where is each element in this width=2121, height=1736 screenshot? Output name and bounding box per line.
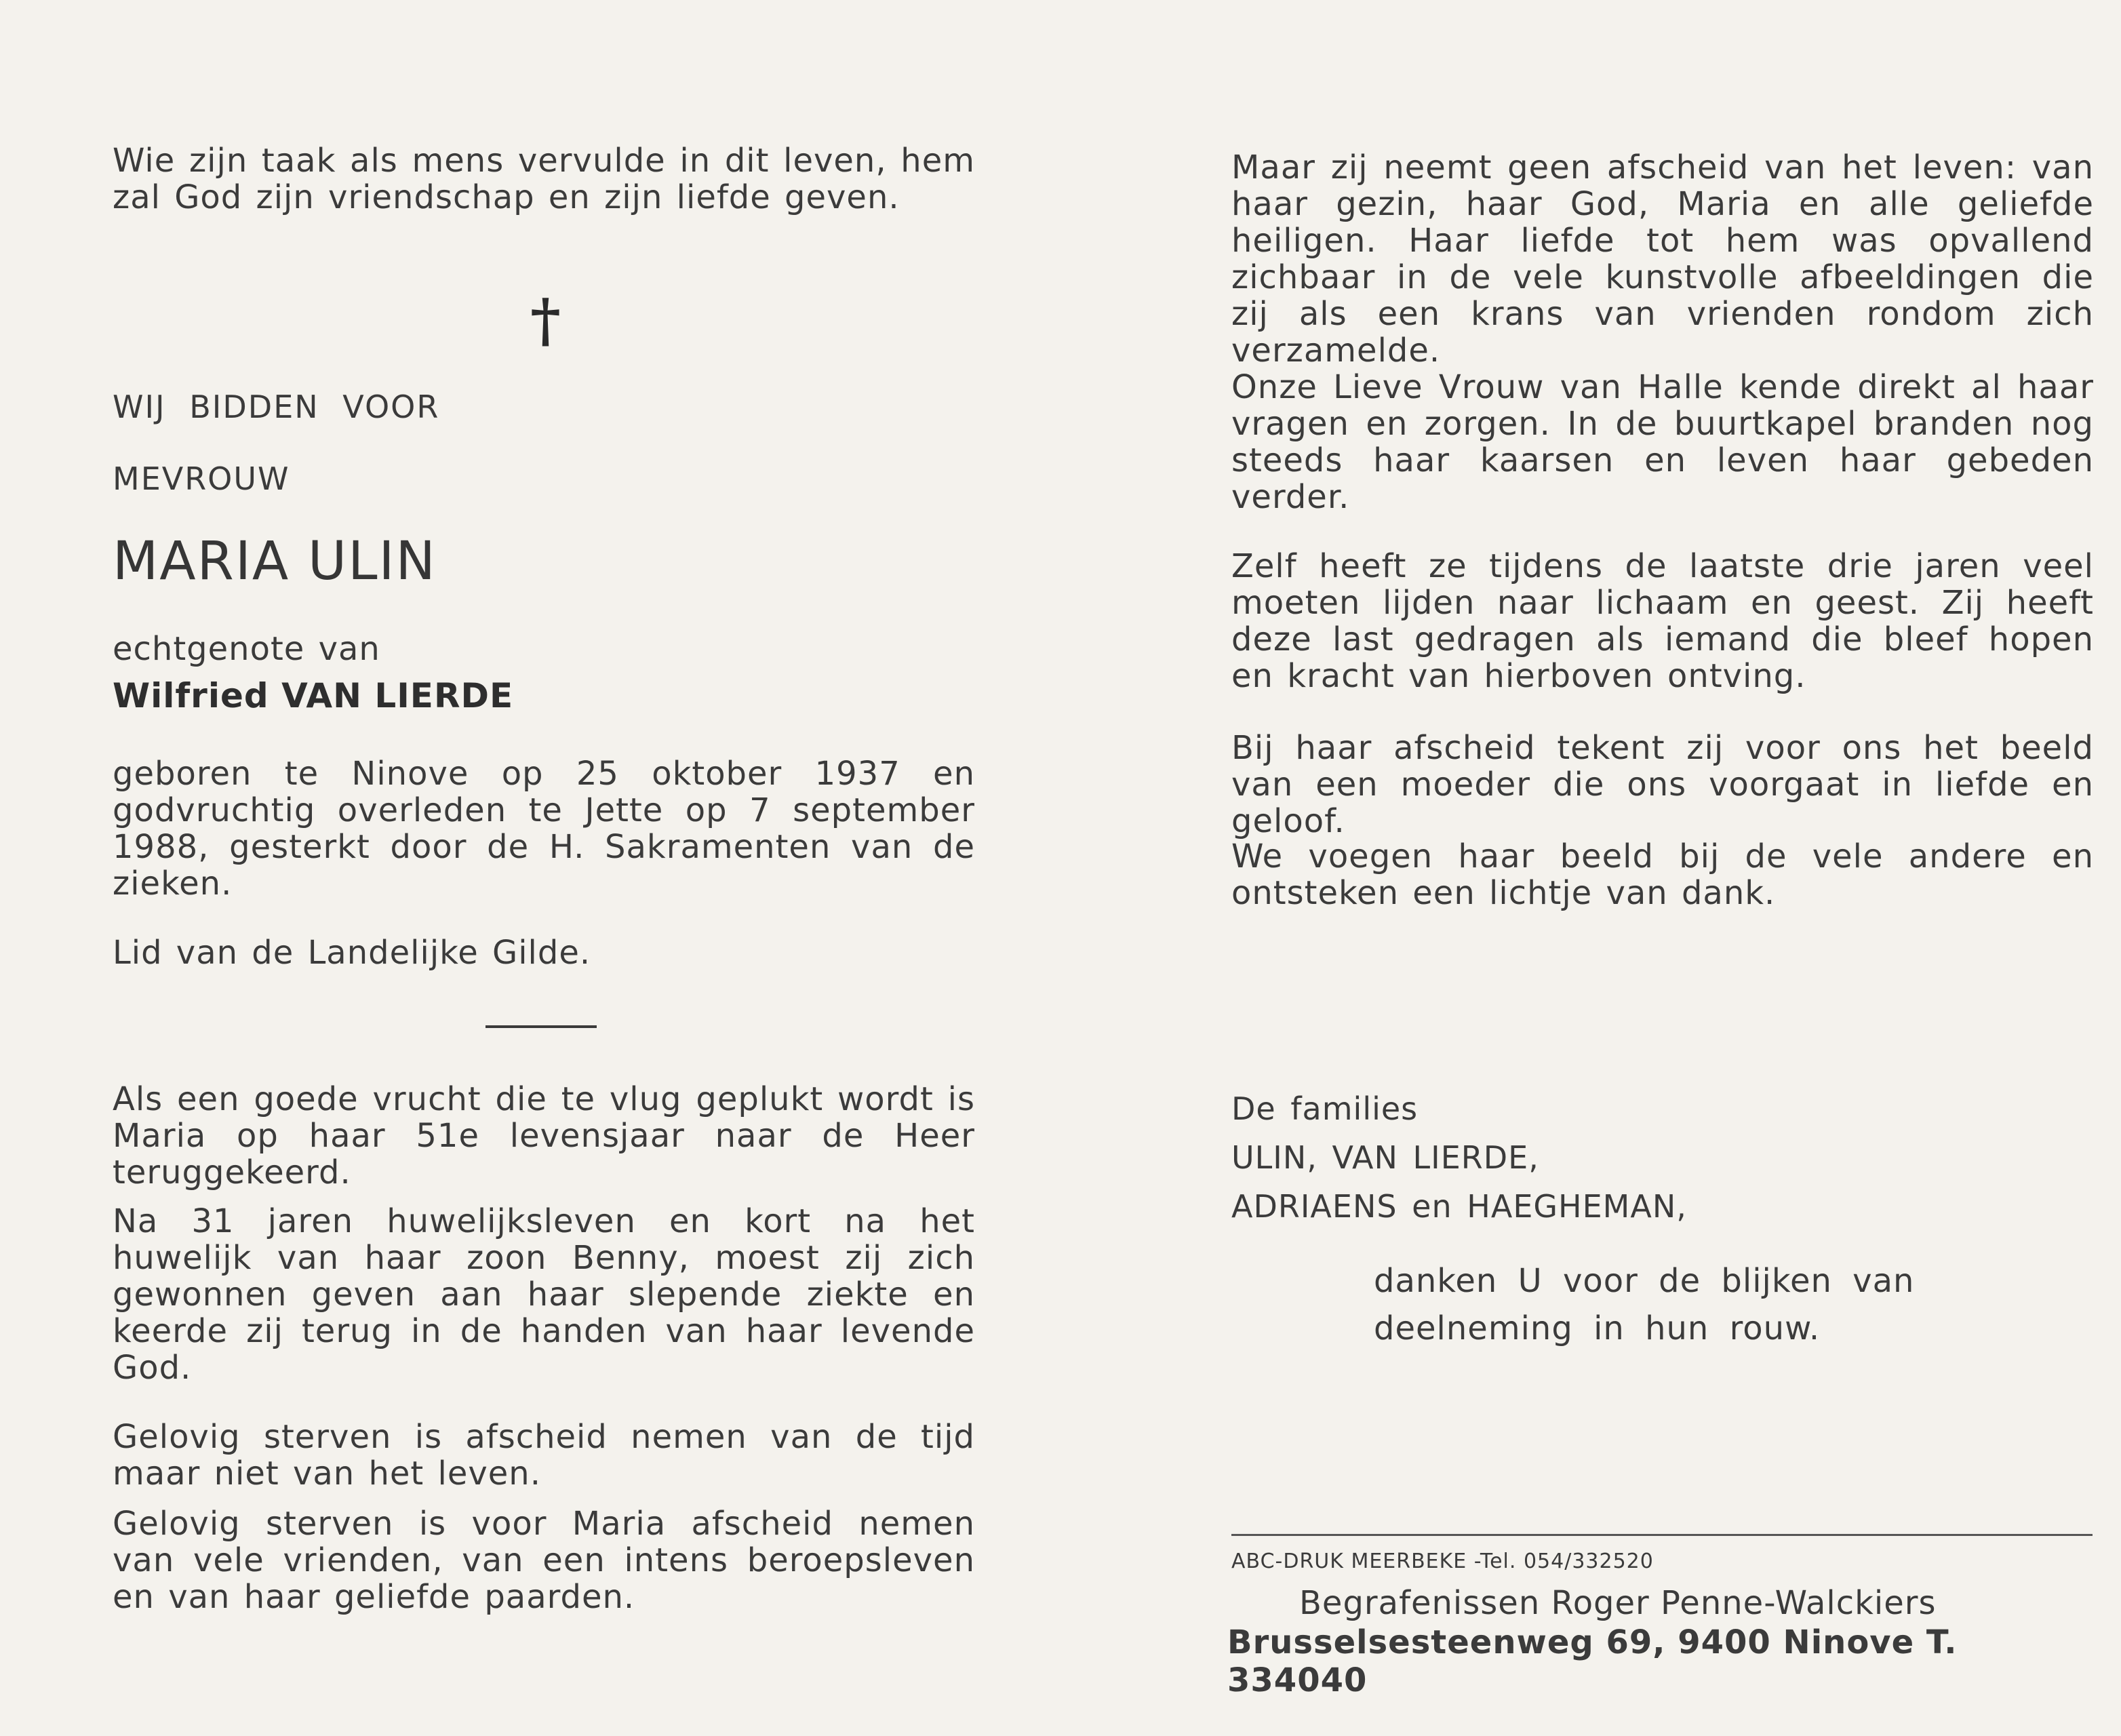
paragraph-farewell: Maar zij neemt geen afscheid van het leven: van haar gezin, haar God, Maria en alle geliefde heiligen. Haar liefde tot hem was opvallend zichbaar in de vele kunstvolle afbeeldingen die zij als een krans van vrienden rondom zich verzamelde. — [1231, 149, 2094, 370]
paragraph-dying-1: Gelovig sterven is afscheid nemen van de tijd maar niet van het leven. — [113, 1418, 975, 1493]
printer-credit: ABC-DRUK MEERBEKE -Tel. 054/332520 — [1231, 1550, 1654, 1573]
opening-verse: Wie zijn taak als mens vervulde in dit leven, hem zal God zijn vriendschap en zijn liefde geven. — [113, 142, 975, 216]
footer-rule — [1231, 1534, 2093, 1536]
undertaker-address: Brusselsesteenweg 69, 9400 Ninove T. 334040 — [1227, 1623, 1958, 1699]
salutation: MEVROUW — [113, 460, 290, 497]
paragraph-dying-2: Gelovig sterven is voor Maria afscheid nemen van vele vrienden, van een intens beroepsleven en van haar geliefde paarden. — [113, 1505, 975, 1616]
paragraph-marriage: Na 31 jaren huwelijksleven en kort na het huwelijk van haar zoon Benny, moest zij zich gewonnen geven aan haar slepende ziekte en keerde zij terug in de handen van haar levende God. — [113, 1202, 975, 1387]
membership-text: Lid van de Landelijke Gilde. — [113, 934, 591, 972]
thanks-line-2: deelneming in hun rouw. — [1374, 1309, 1821, 1347]
deceased-name: MARIA ULIN — [113, 531, 437, 592]
spouse-name: Wilfried VAN LIERDE — [113, 676, 514, 715]
cross-icon: † — [530, 286, 561, 355]
paragraph-mother: Bij haar afscheid tekent zij voor ons het beeld van een moeder die ons voorgaat in liefde en geloof. — [1231, 729, 2094, 840]
paragraph-light: We voegen haar beeld bij de vele andere en ontsteken een lichtje van dank. — [1231, 837, 2094, 912]
birth-death-text: geboren te Ninove op 25 oktober 1937 en godvruchtig overleden te Jette op 7 september 1988, gesterkt door de H. Sakramenten van de zieken. — [113, 755, 975, 903]
thanks-line-1: danken U voor de blijken van — [1374, 1262, 1915, 1300]
divider-line — [485, 1025, 597, 1028]
families-intro: De families — [1231, 1090, 1419, 1127]
paragraph-halle: Onze Lieve Vrouw van Halle kende direkt al haar vragen en zorgen. In de buurtkapel branden nog steeds haar kaarsen en leven haar gebeden verder. — [1231, 368, 2094, 516]
paragraph-fruit: Als een goede vrucht die te vlug geplukt wordt is Maria op haar 51e levensjaar naar de Heer teruggekeerd. — [113, 1080, 975, 1191]
families-line-2: ADRIAENS en HAEGHEMAN, — [1231, 1188, 1687, 1225]
pray-for-heading: WIJ BIDDEN VOOR — [113, 389, 440, 425]
paragraph-suffering: Zelf heeft ze tijdens de laatste drie jaren veel moeten lijden naar lichaam en geest. Zij heeft deze last gedragen als iemand die bleef hopen en kracht van hierboven ontving. — [1231, 547, 2094, 695]
families-line-1: ULIN, VAN LIERDE, — [1231, 1139, 1539, 1176]
undertaker-name: Begrafenissen Roger Penne-Walckiers — [1299, 1584, 1937, 1622]
spouse-intro: echtgenote van — [113, 630, 380, 668]
